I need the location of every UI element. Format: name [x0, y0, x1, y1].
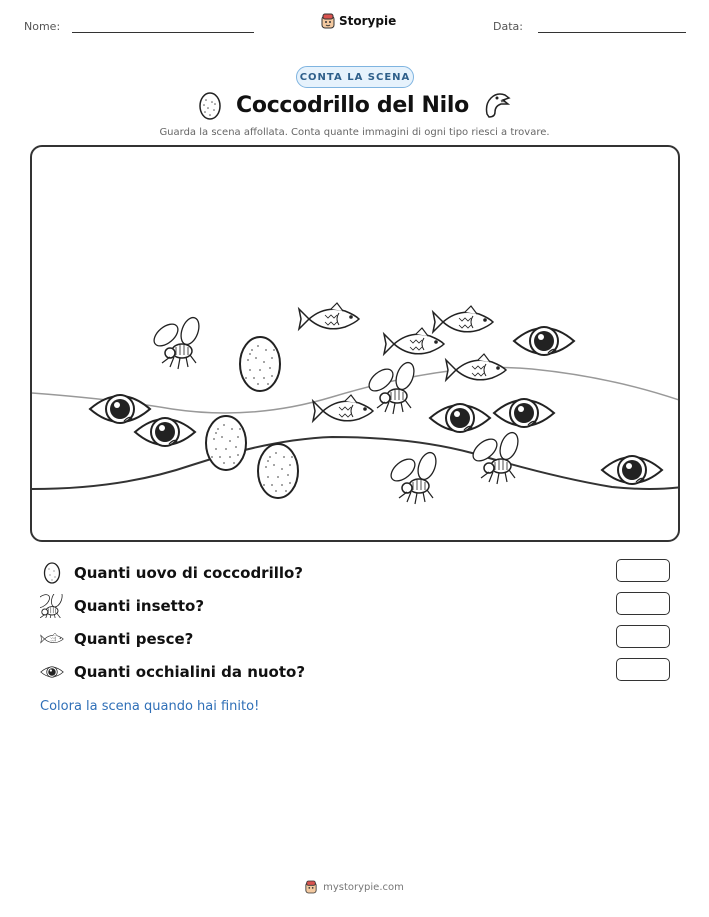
scene-illustration	[32, 147, 680, 542]
question-text: Quanti uovo di coccodrillo?	[74, 564, 304, 582]
date-label: Data:	[493, 20, 523, 33]
scene-egg	[206, 416, 246, 470]
scene-goggles	[135, 418, 195, 446]
page-title: Coccodrillo del Nilo	[236, 92, 469, 118]
scene-fish	[313, 395, 373, 421]
date-field[interactable]	[538, 32, 686, 33]
scene-egg	[240, 337, 280, 391]
question-eggs	[40, 560, 670, 586]
title-row	[0, 90, 709, 120]
eye-icon	[40, 660, 64, 684]
egg-icon	[40, 561, 64, 585]
site-url: mystorypie.com	[323, 881, 404, 893]
scene-egg	[258, 444, 298, 498]
question-text: Quanti insetto?	[74, 597, 205, 615]
answer-box-eggs[interactable]	[616, 559, 670, 582]
scene-goggles	[494, 399, 554, 427]
scene-fly	[469, 430, 521, 484]
question-goggles	[40, 659, 670, 685]
scene-fly	[387, 450, 439, 504]
answer-box-insects[interactable]	[616, 592, 670, 615]
site-footer	[0, 880, 709, 894]
name-field[interactable]	[72, 32, 254, 33]
name-label: Nome:	[24, 20, 61, 33]
question-text: Quanti pesce?	[74, 630, 194, 648]
storypie-mascot-icon	[321, 13, 335, 29]
section-badge: CONTA LA SCENA	[296, 66, 414, 88]
counting-scene	[30, 145, 680, 542]
fly-icon	[40, 594, 64, 618]
scene-fly	[150, 315, 202, 369]
egg-icon	[198, 90, 222, 120]
scene-goggles	[430, 404, 490, 432]
instructions: Guarda la scena affollata. Conta quante immagini di ogni tipo riesci a trovare.	[159, 127, 550, 138]
scene-goggles	[514, 327, 574, 355]
question-text: Quanti occhialini da nuoto?	[74, 663, 306, 681]
question-insects	[40, 593, 670, 619]
question-fish	[40, 626, 670, 652]
coloring-note: Colora la scena quando hai finito!	[40, 699, 260, 714]
brand-name: Storypie	[339, 14, 397, 28]
scene-goggles	[602, 456, 662, 484]
crocodile-icon	[483, 90, 511, 120]
storypie-mascot-icon	[305, 880, 317, 894]
brand-logo	[321, 13, 396, 29]
scene-fish	[384, 328, 444, 354]
answer-box-goggles[interactable]	[616, 658, 670, 681]
scene-fish	[433, 306, 493, 332]
scene-fish	[299, 303, 359, 329]
scene-fish	[446, 354, 506, 380]
answer-box-fish[interactable]	[616, 625, 670, 648]
scene-fly	[365, 360, 417, 414]
fish-icon	[40, 627, 64, 651]
